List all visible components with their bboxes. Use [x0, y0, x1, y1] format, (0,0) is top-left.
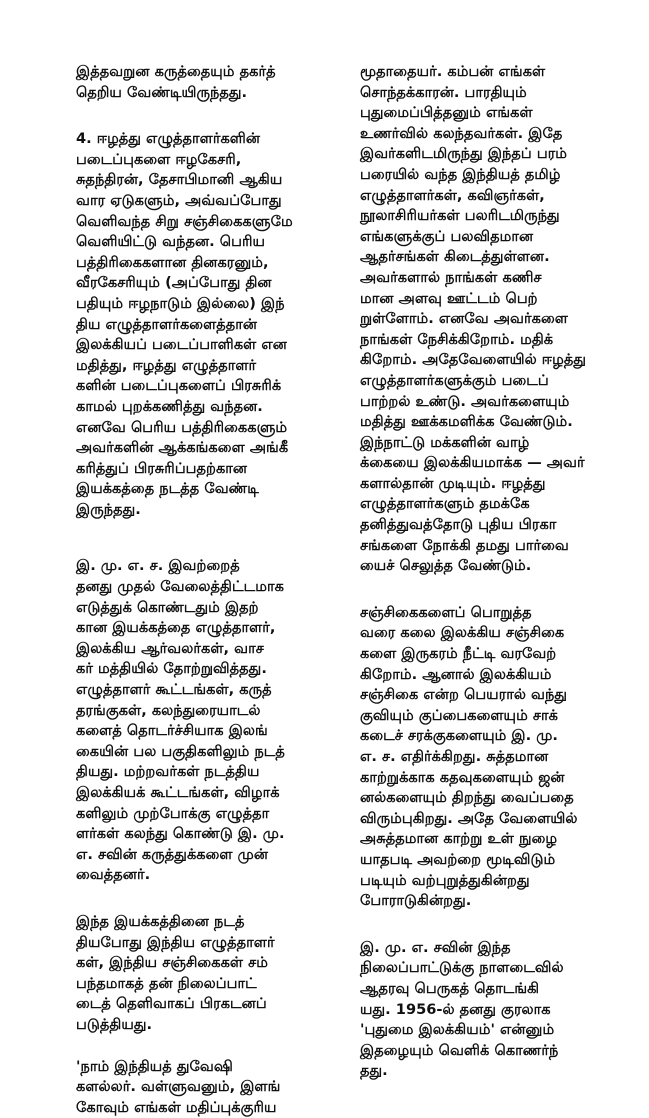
left-paragraph-4: இந்த இயக்கத்தினை நடத் தியபோது இந்திய எழுத்தாளர் கள், இந்திய சஞ்சிகைகள் சம் பந்தமாகத் தன் நிலைப்பாட் டைத் தெளிவாகப் பிரகடனப் படுத்தியது. — [76, 912, 275, 1033]
left-paragraph-3: இ. மு. எ. ச. இவற்றைத் தனது முதல் வேலைத்திட்டமாக எடுத்துக் கொண்டதும் இதற் கான இயக்கத்தை எழுத்தாளர், இலக்கிய ஆர்வலர்கள், வாச கர் மத்தியில் தோற்றுவித்தது. எழுத்தாளர் கூட்டங்கள், கருத் தரங்குகள், கலந்துரையாடல் களைத் தொடர்ச்சியாக இலங் கையின் பல பகுதிகளிலும் நடத் தியது. மற்றவர்கள் நடத்திய இலக்கியக் கூட்டங்கள், விழாக் களிலும் முற்போக்கு எழுத்தா ளர்கள் கலந்து கொண்டு இ. மு. எ. சவின் கருத்துக்களை முன் வைத்தனர். — [76, 557, 285, 884]
left-paragraph-5: 'நாம் இந்தியத் துவேஷி களல்லர். வள்ளுவனும், இளங் கோவும் எங்கள் மதிப்புக்குரிய — [76, 1057, 281, 1116]
left-paragraph-2: 4. ஈழத்து எழுத்தாளர்களின் படைப்புகளை ஈழகேசரி, சுதந்திரன், தேசாபிமானி ஆகிய வார ஏடுகளும், அவ்வப்போது வெளிவந்த சிறு சஞ்சிகைகளுமே வெளியிட்டு வந்தன. பெரிய பத்திரிகைகளான தினகரனும், வீரகேசரியும் (அப்போது தின பதியும் ஈழநாடும் இல்லை) இந் திய எழுத்தாளர்களைத்தான் இலக்கியப் படைப்பாளிகள் என மதித்து, ஈழத்து எழுத்தாளர் களின் படைப்புகளைப் பிரசுரிக் காமல் புறக்கணித்து வந்தன. எனவே பெரிய பத்திரிகைகளும் அவர்களின் ஆக்கங்களை அங்கீ கரித்துப் பிரசுரிப்பதற்கான இயக்கத்தை நடத்த வேண்டி இருந்தது. — [76, 130, 293, 518]
left-column — [76, 62, 346, 1118]
right-column — [360, 62, 628, 1082]
left-paragraph-1: இத்தவறுன கருத்தையும் தகர்த் தெறிய வேண்டியிருந்தது. — [76, 63, 276, 101]
right-paragraph-3: இ. மு. எ. சவின் இந்த நிலைப்பாட்டுக்கு நாளடைவில் ஆதரவு பெருகத் தொடங்கி யது. 1956-ல் தனது குரலாக 'புதுமை இலக்கியம்' என்னும் இதழையும் வெளிக் கொணர்ந் தது. — [360, 938, 564, 1080]
right-paragraph-2: சஞ்சிகைகளைப் பொறுத்த வரை கலை இலக்கிய சஞ்சிகை களை இருகரம் நீட்டி வரவேற் கிறோம். ஆனால் இலக்கியம் சஞ்சிகை என்ற பெயரால் வந்து குவியும் குப்பைகளையும் சாக் கடைச் சரக்குகளையும் இ. மு. எ. ச. எதிர்க்கிறது. சுத்தமான காற்றுக்காக கதவுகளையும் ஜன் னல்களையும் திறந்து வைப்பதை விரும்புகிறது. அதே வேளையில் அசுத்தமான காற்று உள் நுழை யாதபடி அவற்றை மூடிவிடும் படியும் வற்புறுத்துகின்றது போராடுகின்றது. — [360, 603, 578, 910]
right-paragraph-1: மூதாதையர். கம்பன் எங்கள் சொந்தக்காரன். பாரதியும் புதுமைப்பித்தனும் எங்கள் உணர்வில் கலந்தவர்கள். இதே இவர்களிடமிருந்து இந்தப் பரம் பரையில் வந்த இந்தியத் தமிழ் எழுத்தாளர்கள், கவிஞர்கள், நூலாசிரியர்கள் பலரிடமிருந்து எங்களுக்குப் பலவிதமான ஆதர்சங்கள் கிடைத்துள்ளன. அவர்களால் நாங்கள் கணிச மான அளவு ஊட்டம் பெற் றுள்ளோம். எனவே அவர்களை நாங்கள் நேசிக்கிறோம். மதிக் கிறோம். அதேவேளையில் ஈழத்து எழுத்தாளர்களுக்கும் படைப் பாற்றல் உண்டு. அவர்களையும் மதித்து ஊக்கமளிக்க வேண்டும். இந்நாட்டு மக்களின் வாழ் க்கையை இலக்கியமாக்க — அவர் களால்தான் முடியும். ஈழத்து எழுத்தாளர்களும் தமக்கே தனித்துவத்தோடு புதிய பிரகா சங்களை நோக்கி தமது பார்வை யைச் செலுத்த வேண்டும். — [360, 63, 587, 575]
